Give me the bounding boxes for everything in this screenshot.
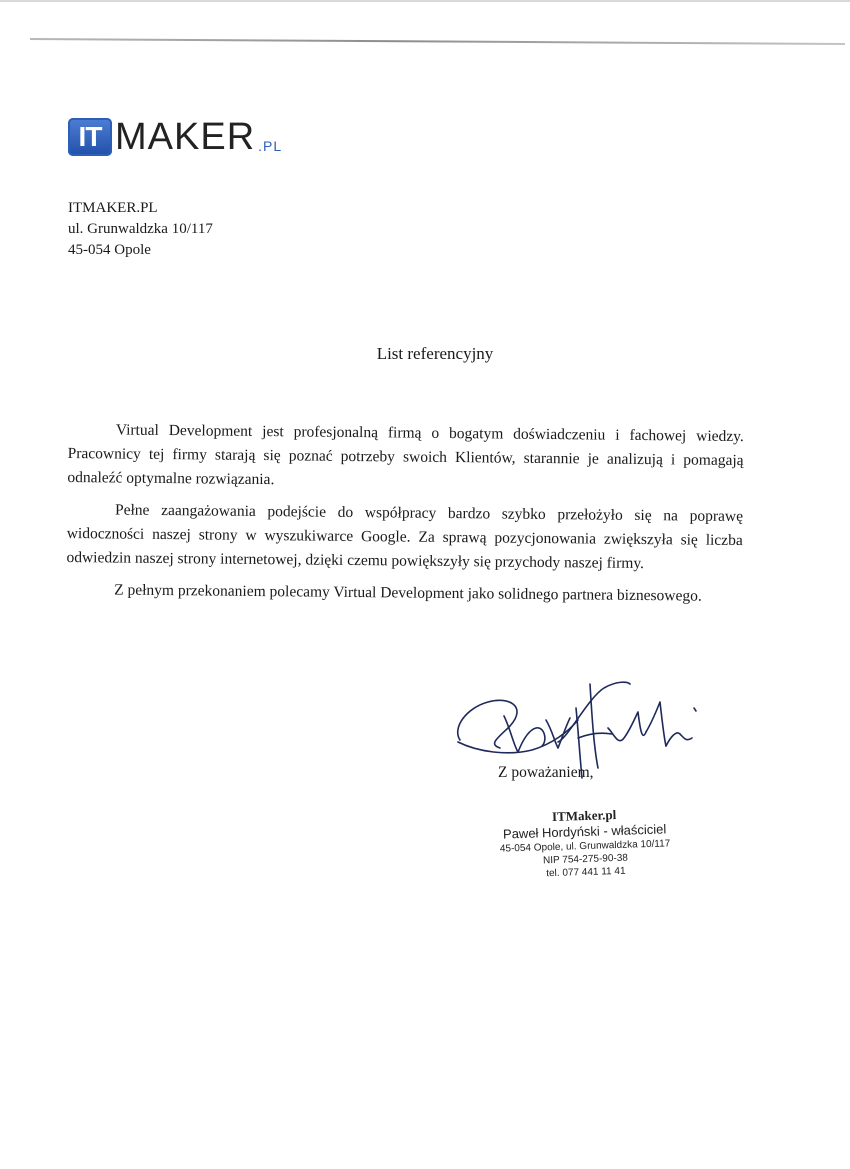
- scan-rule-line: [30, 38, 845, 45]
- sender-company: ITMAKER.PL: [68, 200, 158, 216]
- letter-closing: Z poważaniem,: [498, 764, 594, 781]
- stamp-phone: tel. 077 441 11 41: [546, 865, 626, 880]
- stamp-nip: NIP 754-275-90-38: [542, 852, 629, 867]
- letter-body: [66, 418, 744, 617]
- sender-city: 45-054 Opole: [68, 242, 151, 258]
- paragraph-1: Virtual Development jest profesjonalną firmą o bogatym doświadczeniu i fachowej wiedzy. Pracownicy tej firmy starają się poznać potrzeby swoich Klientów, starannie je analizują i pomagają odnaleźć optymalne rozwiązania.: [67, 421, 744, 489]
- paragraph-2: Pełne zaangażowania podejście do współpracy bardzo szybko przełożyło się na poprawę widoczności naszej strony w wyszukiwarce Google. Za sprawą pozycjonowania zwiększyła się liczba odwiedzin naszej strony internetowej, dzięki czemu powiększyły się przychody naszej firmy.: [66, 501, 744, 573]
- company-logo: [68, 116, 282, 156]
- stamp-person: Paweł Hordyński - właściciel: [502, 821, 667, 842]
- company-stamp: [469, 804, 701, 882]
- stamp-company: ITMaker.pl: [551, 807, 617, 825]
- scan-edge: [0, 0, 850, 2]
- logo-wordmark: MAKER: [115, 116, 256, 158]
- sender-address: [68, 198, 213, 261]
- paragraph-3: Z pełnym przekonaniem polecamy Virtual Development jako solidnego partnera biznesowego.: [114, 581, 702, 605]
- logo-badge: IT: [68, 118, 112, 156]
- stamp-address: 45-054 Opole, ul. Grunwaldzka 10/117: [499, 838, 671, 855]
- letter-title: List referencyjny: [376, 344, 494, 363]
- logo-tld: .PL: [258, 138, 283, 154]
- sender-street: ul. Grunwaldzka 10/117: [68, 221, 213, 237]
